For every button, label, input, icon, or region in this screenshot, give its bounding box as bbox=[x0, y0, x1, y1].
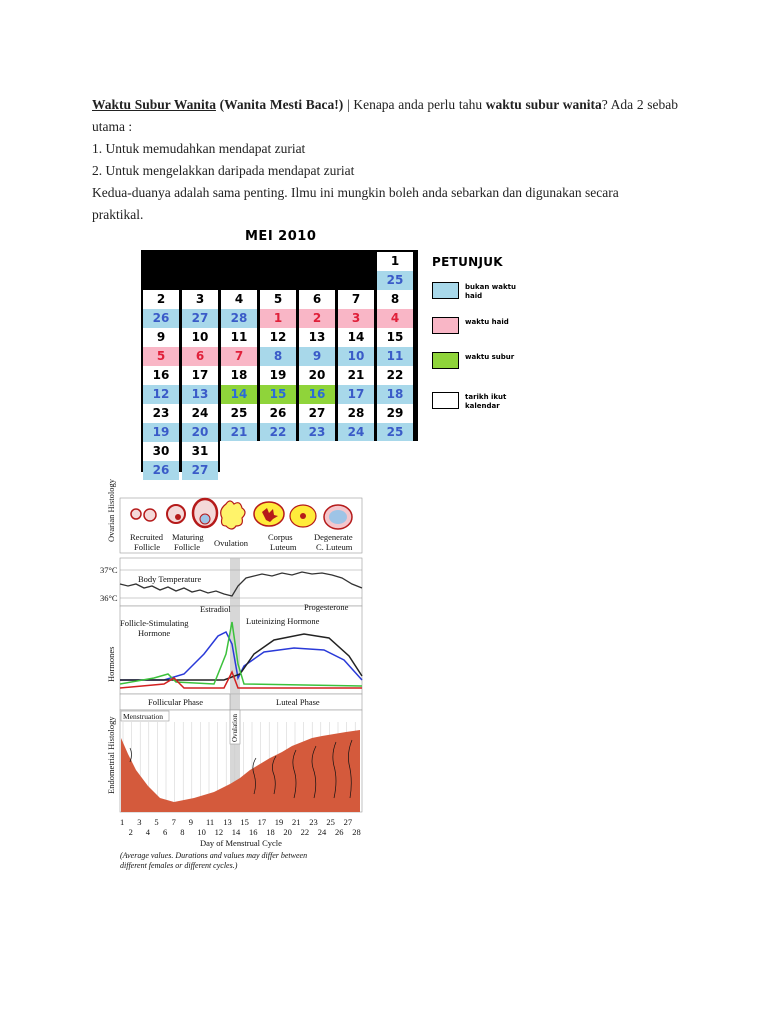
progesterone-label: Progesterone bbox=[304, 602, 349, 612]
calendar-date: 23 bbox=[143, 404, 179, 423]
calendar-date: 27 bbox=[299, 404, 335, 423]
follicle-1-icon bbox=[131, 509, 141, 519]
calendar-date: 1 bbox=[377, 252, 413, 271]
calendar-date: 31 bbox=[182, 442, 218, 461]
calendar-cycle-day: 4 bbox=[377, 309, 413, 328]
calendar-cycle-day: 19 bbox=[143, 423, 179, 442]
legend-label: waktu subur bbox=[465, 353, 515, 361]
calendar-date: 10 bbox=[182, 328, 218, 347]
follicle-3-core-icon bbox=[175, 514, 181, 520]
day-label: 4 bbox=[145, 827, 151, 837]
calendar-date: 26 bbox=[260, 404, 296, 423]
stage-recruited-l2: Follicle bbox=[134, 542, 160, 552]
calendar-date: 6 bbox=[299, 290, 335, 309]
closing-line-1: Kedua-duanya adalah sama penting. Ilmu ini mungkin boleh anda sebarkan dan digunakan secara bbox=[92, 185, 619, 200]
calendar-cycle-day: 26 bbox=[143, 461, 179, 480]
calendar-cycle-day: 2 bbox=[299, 309, 335, 328]
day-label: 12 bbox=[214, 827, 224, 837]
calendar-cycle-day: 1 bbox=[260, 309, 296, 328]
calendar-cycle-day: 7 bbox=[221, 347, 257, 366]
calendar-cycle-day: 25 bbox=[377, 423, 413, 442]
day-label: 8 bbox=[180, 827, 185, 837]
legend-swatch bbox=[432, 317, 459, 334]
day-label: 18 bbox=[266, 827, 275, 837]
calendar-date: 22 bbox=[377, 366, 413, 385]
day-label: 7 bbox=[171, 817, 176, 827]
intro-paragraph bbox=[92, 94, 678, 138]
calendar-date: 11 bbox=[221, 328, 257, 347]
day-label: 25 bbox=[326, 817, 335, 827]
calendar-cycle-day: 26 bbox=[143, 309, 179, 328]
legend-label: tarikh ikut kalendar bbox=[465, 393, 507, 410]
corpus-luteum-2-core-icon bbox=[300, 513, 306, 519]
follicular-phase-label: Follicular Phase bbox=[148, 697, 204, 707]
day-label: 27 bbox=[343, 817, 353, 827]
stage-degenerate-l1: Degenerate bbox=[314, 532, 353, 542]
day-label: 16 bbox=[249, 827, 258, 837]
ovulation-follicle-icon bbox=[221, 501, 245, 529]
hormones-side-label: Hormones bbox=[106, 646, 116, 682]
calendar-cycle-day: 18 bbox=[377, 385, 413, 404]
calendar-cycle-day: 15 bbox=[260, 385, 296, 404]
calendar-cycle-day: 9 bbox=[299, 347, 335, 366]
stage-maturing-l2: Follicle bbox=[174, 542, 200, 552]
calendar-grid bbox=[141, 250, 418, 477]
closing-line-2: praktikal. bbox=[92, 207, 144, 222]
stage-maturing-l1: Maturing bbox=[172, 532, 204, 542]
calendar-cycle-day: 27 bbox=[182, 309, 218, 328]
day-label: 11 bbox=[206, 817, 215, 827]
calendar-cycle-day: 13 bbox=[182, 385, 218, 404]
legend-label: waktu haid bbox=[465, 318, 509, 326]
ovarian-side-label: Ovarian Histology bbox=[106, 478, 116, 542]
menstruation-label: Menstruation bbox=[123, 712, 163, 721]
day-label: 19 bbox=[274, 817, 284, 827]
stage-corpus-l1: Corpus bbox=[268, 532, 293, 542]
legend-title: PETUNJUK bbox=[432, 255, 503, 269]
calendar-cycle-day: 5 bbox=[143, 347, 179, 366]
temp-high-label: 37°C bbox=[100, 565, 118, 575]
calendar-cycle-day: 10 bbox=[338, 347, 374, 366]
stage-degenerate-l2: C. Luteum bbox=[316, 542, 353, 552]
day-label: 24 bbox=[317, 827, 327, 837]
article-title-link[interactable]: Waktu Subur Wanita bbox=[92, 97, 216, 112]
lh-label: Luteinizing Hormone bbox=[246, 616, 320, 626]
calendar-date: 17 bbox=[182, 366, 218, 385]
calendar-cycle-day: 14 bbox=[221, 385, 257, 404]
calendar-date: 2 bbox=[143, 290, 179, 309]
day-label: 17 bbox=[257, 817, 267, 827]
legend-swatch bbox=[432, 282, 459, 299]
day-label: 26 bbox=[335, 827, 344, 837]
fsh-label-l1: Follicle-Stimulating bbox=[120, 618, 189, 628]
legend-label: bukan waktu haid bbox=[465, 283, 516, 300]
calendar-date: 24 bbox=[182, 404, 218, 423]
day-label: 21 bbox=[292, 817, 301, 827]
calendar-date: 13 bbox=[299, 328, 335, 347]
day-labels bbox=[120, 817, 361, 837]
day-label: 9 bbox=[188, 817, 194, 827]
day-label: 10 bbox=[197, 827, 206, 837]
calendar-date: 12 bbox=[260, 328, 296, 347]
estradiol-label: Estradiol bbox=[200, 604, 231, 614]
intro-text-b: ? Ada 2 sebab utama : bbox=[92, 97, 678, 134]
calendar-cycle-day: 25 bbox=[377, 271, 413, 290]
xlabel: Day of Menstrual Cycle bbox=[200, 838, 282, 848]
follicle-3-icon bbox=[167, 505, 185, 523]
calendar-date: 9 bbox=[143, 328, 179, 347]
stage-ovulation: Ovulation bbox=[214, 538, 248, 548]
calendar-date: 25 bbox=[221, 404, 257, 423]
day-label: 2 bbox=[128, 827, 133, 837]
reason-1: 1. Untuk memudahkan mendapat zuriat bbox=[92, 141, 306, 156]
calendar-date: 14 bbox=[338, 328, 374, 347]
calendar-empty-area bbox=[220, 441, 420, 491]
caption-line-1: (Average values. Durations and values may differ between bbox=[120, 851, 308, 860]
day-label: 28 bbox=[352, 827, 361, 837]
legend-swatch bbox=[432, 352, 459, 369]
calendar-date: 8 bbox=[377, 290, 413, 309]
calendar-date: 18 bbox=[221, 366, 257, 385]
menstrual-cycle-diagram bbox=[100, 478, 374, 880]
stage-corpus-l2: Luteum bbox=[270, 542, 297, 552]
calendar-cycle-day: 23 bbox=[299, 423, 335, 442]
calendar-date: 16 bbox=[143, 366, 179, 385]
calendar-date: 4 bbox=[221, 290, 257, 309]
intro-bold-term: waktu subur wanita bbox=[485, 97, 602, 112]
day-label: 13 bbox=[223, 817, 232, 827]
reason-2: 2. Untuk mengelakkan daripada mendapat zuriat bbox=[92, 163, 355, 178]
degenerate-luteum-core-icon bbox=[329, 510, 347, 524]
calendar-cycle-day: 22 bbox=[260, 423, 296, 442]
calendar-date: 30 bbox=[143, 442, 179, 461]
calendar-cycle-day: 27 bbox=[182, 461, 218, 480]
calendar-cycle-day: 24 bbox=[338, 423, 374, 442]
day-label: 6 bbox=[163, 827, 168, 837]
stage-recruited-l1: Recruited bbox=[130, 532, 164, 542]
calendar-cycle-day: 3 bbox=[338, 309, 374, 328]
calendar-cycle-day: 21 bbox=[221, 423, 257, 442]
day-label: 14 bbox=[231, 827, 241, 837]
calendar-date: 20 bbox=[299, 366, 335, 385]
follicle-2-icon bbox=[144, 509, 156, 521]
calendar-cycle-day: 20 bbox=[182, 423, 218, 442]
calendar-cycle-day: 8 bbox=[260, 347, 296, 366]
calendar-date: 15 bbox=[377, 328, 413, 347]
body-temp-label: Body Temperature bbox=[138, 574, 202, 584]
day-label: 23 bbox=[309, 817, 318, 827]
day-label: 15 bbox=[240, 817, 249, 827]
menstrual-cycle-svg bbox=[100, 478, 374, 880]
endometrial-side-label: Endometrial Histology bbox=[106, 716, 116, 794]
day-label: 20 bbox=[283, 827, 292, 837]
day-label: 3 bbox=[137, 817, 142, 827]
calendar-cycle-day: 17 bbox=[338, 385, 374, 404]
calendar-date: 28 bbox=[338, 404, 374, 423]
temp-low-label: 36°C bbox=[100, 593, 118, 603]
calendar-cycle-day: 11 bbox=[377, 347, 413, 366]
day-label: 1 bbox=[120, 817, 125, 827]
calendar-cycle-day: 6 bbox=[182, 347, 218, 366]
calendar-cycle-day: 28 bbox=[221, 309, 257, 328]
day-label: 22 bbox=[300, 827, 310, 837]
intro-text-a: | Kenapa anda perlu tahu bbox=[343, 97, 483, 112]
ovulation-tag-label: Ovulation bbox=[231, 714, 239, 742]
calendar-date: 19 bbox=[260, 366, 296, 385]
fsh-label-l2: Hormone bbox=[138, 628, 171, 638]
day-label: 5 bbox=[154, 817, 159, 827]
calendar-title: MEI 2010 bbox=[245, 229, 317, 244]
caption-line-2: different females or different cycles.) bbox=[120, 861, 238, 870]
legend-swatch bbox=[432, 392, 459, 409]
calendar-date: 29 bbox=[377, 404, 413, 423]
luteal-phase-label: Luteal Phase bbox=[276, 697, 320, 707]
calendar-cycle-day: 16 bbox=[299, 385, 335, 404]
follicle-4-core-icon bbox=[200, 514, 210, 524]
calendar-date: 21 bbox=[338, 366, 374, 385]
calendar-cycle-day: 12 bbox=[143, 385, 179, 404]
calendar-date: 3 bbox=[182, 290, 218, 309]
calendar-date: 7 bbox=[338, 290, 374, 309]
article-title-note: (Wanita Mesti Baca!) bbox=[219, 97, 344, 112]
calendar-date: 5 bbox=[260, 290, 296, 309]
